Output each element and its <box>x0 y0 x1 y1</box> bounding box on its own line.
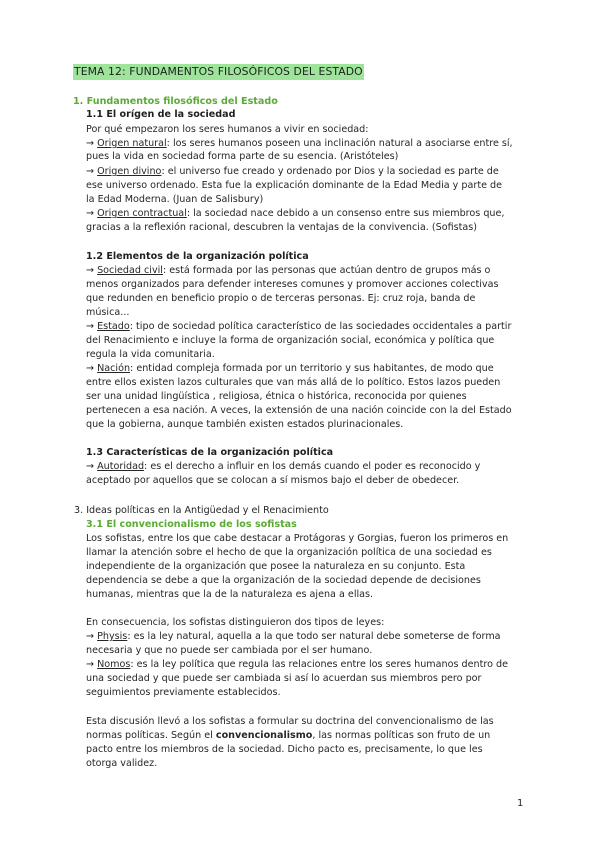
estado-term: Estado <box>97 321 130 332</box>
nacion-line <box>86 362 494 375</box>
paragraph-line: que redunden en beneficio propio o de terceras personas. Ej: cruz roja, banda de <box>86 293 476 304</box>
subsection-1-2-heading: 1.2 Elementos de la organización política <box>86 251 309 262</box>
origen-natural-line <box>86 137 513 150</box>
section-3-heading: 3. Ideas políticas en la Antigüedad y el Renacimiento <box>74 505 329 516</box>
text-span: : es el derecho a influir en los demás cuando el poder es reconocido y <box>144 461 481 472</box>
paragraph-line: Por qué empezaron los seres humanos a vivir en sociedad: <box>86 124 369 135</box>
nacion-term: Nación <box>97 363 131 374</box>
paragraph-line: que la gobierna, aunque también existen estados plurinacionales. <box>86 419 404 430</box>
nomos-term: Nomos <box>97 659 131 670</box>
convencionalismo-term: convencionalismo <box>215 730 313 741</box>
paragraph-line: independiente de la organización que posee la naturaleza en su conjunto. Esta <box>86 561 466 572</box>
page-number: 1 <box>517 798 524 809</box>
autoridad-line <box>86 460 480 473</box>
subsection-3-1-heading: 3.1 El convencionalismo de los sofistas <box>86 519 297 530</box>
paragraph-line: necesaria y que no puede ser cambiada por el ser humano. <box>86 645 373 656</box>
paragraph-line: pertenecen a esa nación. A veces, la extensión de una nación coincide con la del Estado <box>86 405 512 416</box>
arrow-icon: → <box>86 321 98 332</box>
arrow-icon: → <box>86 363 98 374</box>
nomos-line <box>86 658 508 671</box>
paragraph-line: una sociedad y que puede ser cambiada si así lo acuerdan sus miembros pero por <box>86 673 482 684</box>
arrow-icon: → <box>86 265 98 276</box>
origen-divino-term: Origen divino <box>97 166 162 177</box>
text-span: : está formada por las personas que actúan dentro de grupos más o <box>162 265 491 276</box>
text-span: , las normas políticas son fruto de un <box>312 730 491 741</box>
text-span: normas políticas. Según el <box>86 730 216 741</box>
arrow-icon: → <box>86 659 98 670</box>
sociedad-civil-line <box>86 264 490 277</box>
paragraph-line: humanas, mientras que la de la naturaleza es ajena a ellas. <box>86 589 374 600</box>
sociedad-civil-term: Sociedad civil <box>97 265 163 276</box>
arrow-icon: → <box>86 166 98 177</box>
paragraph-line: la Edad Moderna. (Juan de Salisbury) <box>86 194 264 205</box>
arrow-icon: → <box>86 631 98 642</box>
paragraph-line: Los sofistas, entre los que cabe destacar a Protágoras y Gorgias, fueron los primeros en <box>86 533 509 544</box>
physis-term: Physis <box>97 631 128 642</box>
section-1-heading: 1. Fundamentos filosóficos del Estado <box>73 96 278 107</box>
paragraph-line: ser una unidad lingüística , religiosa, étnica o histórica, reconocida por quienes <box>86 391 467 402</box>
text-span: : la sociedad nace debido a un consenso entre sus miembros que, <box>186 208 505 219</box>
origen-natural-term: Origen natural <box>97 138 167 149</box>
paragraph-line: otorga validez. <box>86 758 158 769</box>
paragraph-line: Esta discusión llevó a los sofistas a formular su doctrina del convencionalismo de las <box>86 716 494 727</box>
text-span: : los seres humanos poseen una inclinación natural a asociarse entre sí, <box>166 138 513 149</box>
text-span: : el universo fue creado y ordenado por Dios y la sociedad es parte de <box>161 166 499 177</box>
convencionalismo-line <box>86 729 490 742</box>
paragraph-line: En consecuencia, los sofistas distinguieron dos tipos de leyes: <box>86 617 385 628</box>
paragraph-line: ese universo ordenado. Esta fue la explicación dominante de la Edad Media y parte de <box>86 180 503 191</box>
arrow-icon: → <box>86 208 98 219</box>
paragraph-line: regula la vida comunitaria. <box>86 349 215 360</box>
paragraph-line: dependencia se debe a que la organización de la sociedad depende de decisiones <box>86 575 481 586</box>
arrow-icon: → <box>86 138 98 149</box>
paragraph-line: pacto entre los miembros de la sociedad. Dicho pacto es, precisamente, lo que les <box>86 744 483 755</box>
origen-contractual-line <box>86 207 504 220</box>
page-title: TEMA 12: FUNDAMENTOS FILOSÓFICOS DEL ESTADO <box>74 65 363 78</box>
estado-line <box>86 320 511 333</box>
origen-contractual-term: Origen contractual <box>97 208 187 219</box>
paragraph-line: música... <box>86 307 130 318</box>
physis-line <box>86 630 501 643</box>
paragraph-line: del Renacimiento e incluye la forma de organización social, económica y política que <box>86 335 495 346</box>
arrow-icon: → <box>86 461 98 472</box>
text-span: : entidad compleja formada por un territorio y sus habitantes, de modo que <box>130 363 494 374</box>
autoridad-term: Autoridad <box>97 461 145 472</box>
paragraph-line: menos organizados para defender intereses comunes y promover acciones colectivas <box>86 279 499 290</box>
paragraph-line: aceptado por aquellos que se colocan a sí mismos bajo el deber de obedecer. <box>86 475 460 486</box>
paragraph-line: llamar la atención sobre el hecho de que la organización política de una sociedad es <box>86 547 492 558</box>
paragraph-line: gracias a la reflexión racional, descubren la ventajas de la convivencia. (Sofistas) <box>86 222 478 233</box>
text-span: : es la ley natural, aquella a la que todo ser natural debe someterse de forma <box>127 631 501 642</box>
paragraph-line: pues la vida en sociedad forma parte de su esencia. (Aristóteles) <box>86 151 399 162</box>
text-span: : tipo de sociedad política característico de las sociedades occidentales a partir <box>129 321 512 332</box>
paragraph-line: seguimientos previamente establecidos. <box>86 687 281 698</box>
subsection-1-1-heading: 1.1 El orígen de la sociedad <box>86 109 236 120</box>
paragraph-line: entre ellos existen lazos culturales que van más allá de lo político. Estos lazos pueden <box>86 377 501 388</box>
origen-divino-line <box>86 165 499 178</box>
text-span: : es la ley política que regula las relaciones entre los seres humanos dentro de <box>130 659 508 670</box>
subsection-1-3-heading: 1.3 Características de la organización política <box>86 447 334 458</box>
